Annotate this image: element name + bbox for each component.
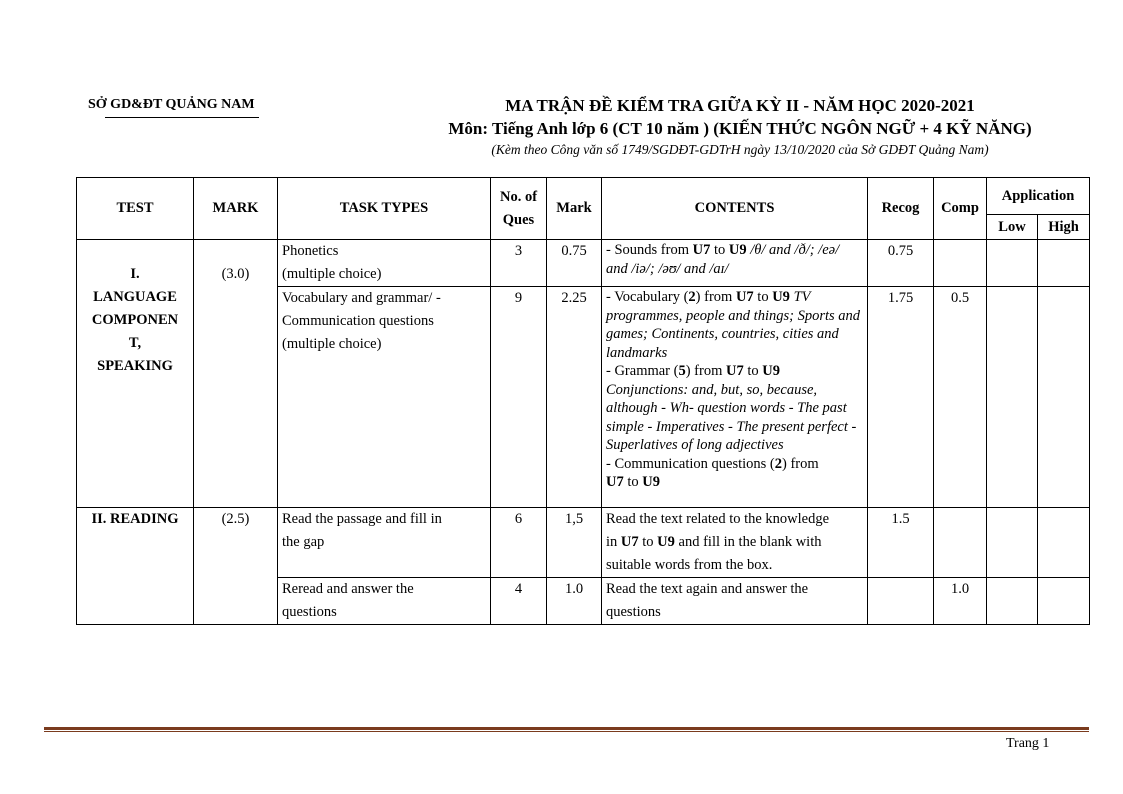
reading-fill-content-line3: suitable words from the box. [606,557,773,573]
section-1-mark: (3.0) [194,240,278,508]
recog-reading-answer [868,578,934,625]
task-reading-answer-line2: questions [282,604,337,620]
grammar-topics: Conjunctions: and, but, so, because, although - Wh- question words - The past simple - Imperatives - The present perfect - Superlatives of long adjectives [606,381,857,453]
section-2-test: II. READING [77,508,194,625]
contents-phonetics [602,240,868,287]
footer-rule-thick [44,727,1089,730]
communication-count: 2 [774,455,782,472]
reading-fill-to: to [638,534,658,550]
vocab-to: to [753,289,773,305]
comp-vocabulary: 0.5 [934,287,987,508]
header-low: Low [987,215,1038,240]
task-vocab-line1: Vocabulary and grammar/ - [282,290,441,306]
communication-from: ) from [782,455,819,472]
organization-underline [105,117,259,118]
contents-vocabulary [602,287,868,508]
grammar-u9: U9 [762,363,780,379]
ques-phonetics: 3 [491,240,547,287]
reading-answer-content-line2: questions [606,604,661,620]
section-1-line3: COMPONEN [91,312,179,328]
grammar-from: ) from [685,363,726,379]
comp-phonetics [934,240,987,287]
task-phonetics-line2: (multiple choice) [282,266,382,282]
contents-reading-answer [602,578,868,625]
task-phonetics [278,240,491,287]
header-recog: Recog [868,178,934,240]
header-application: Application [987,178,1090,215]
ques-vocabulary: 9 [491,287,547,508]
mark-vocabulary: 2.25 [547,287,602,508]
header-no-of-ques-line1: No. of [499,188,538,205]
recog-phonetics: 0.75 [868,240,934,287]
vocab-u7: U7 [735,289,754,305]
reading-answer-content-line1: Read the text again and answer the [606,581,809,597]
phonetics-u9: U9 [728,242,747,258]
section-1-test [77,240,194,508]
header-no-of-ques-line2: Ques [502,211,535,228]
header-test: TEST [77,178,194,240]
vocab-count: 2 [688,289,696,305]
phonetics-u7: U7 [692,242,711,258]
high-phonetics [1038,240,1090,287]
communication-u7: U7 [606,474,624,490]
footer-rule-thin [44,731,1089,732]
communication-to: to [623,474,643,490]
high-reading-answer [1038,578,1090,625]
phonetics-text-a: - Sounds from [606,242,693,258]
task-phonetics-line1: Phonetics [282,243,339,259]
task-vocab-line2: Communication questions [282,313,434,329]
mark-reading-fill: 1,5 [547,508,602,578]
exam-matrix-table [76,177,1090,625]
organization-name: SỞ GD&ĐT QUẢNG NAM [88,97,255,112]
task-reading-answer [278,578,491,625]
reading-fill-u7: U7 [620,534,639,550]
header-contents: CONTENTS [602,178,868,240]
vocab-prefix: - Vocabulary ( [606,289,689,305]
section-1-line5: SPEAKING [97,358,173,374]
vocab-topics: TV programmes, people and things; Sports and games; Continents, countries, cities and landmarks [606,289,861,361]
header-mark-2: Mark [547,178,602,240]
page-number: Trang 1 [1006,736,1050,751]
grammar-u7: U7 [725,363,744,379]
comp-reading-fill [934,508,987,578]
high-vocabulary [1038,287,1090,508]
grammar-to: to [743,363,763,379]
section-1-line1: I. [130,266,140,282]
task-vocab-line3: (multiple choice) [282,336,382,352]
mark-reading-answer: 1.0 [547,578,602,625]
task-reading-fill-line2: the gap [282,534,325,550]
communication-prefix: - Communication questions ( [606,455,775,472]
vocab-from: ) from [695,289,736,305]
low-phonetics [987,240,1038,287]
section-1-line2: LANGUAGE [93,289,177,305]
table-row-phonetics [77,240,1090,287]
header-high: High [1038,215,1090,240]
reading-fill-content-line1: Read the text related to the knowledge [606,511,830,527]
document-subtitle: Môn: Tiếng Anh lớp 6 (CT 10 năm ) (KIẾN THỨC NGÔN NGỮ + 4 KỸ NĂNG) [448,119,1032,138]
mark-phonetics: 0.75 [547,240,602,287]
section-2-mark: (2.5) [194,508,278,625]
vocab-u9: U9 [772,289,790,305]
task-reading-fill-line1: Read the passage and fill in [282,511,442,527]
header-task-types: TASK TYPES [278,178,491,240]
ques-reading-answer: 4 [491,578,547,625]
reading-fill-rest: and fill in the blank with [674,534,822,550]
grammar-count: 5 [678,363,686,379]
communication-u9: U9 [642,474,660,490]
section-1-line4: T, [128,335,142,351]
header-comp: Comp [934,178,987,240]
task-reading-fill [278,508,491,578]
table-row-reading-fill [77,508,1090,578]
task-reading-answer-line1: Reread and answer the [282,581,414,597]
phonetics-to: to [710,242,729,258]
low-vocabulary [987,287,1038,508]
high-reading-fill [1038,508,1090,578]
header-no-of-ques [491,178,547,240]
task-vocabulary [278,287,491,508]
ques-reading-fill: 6 [491,508,547,578]
contents-reading-fill [602,508,868,578]
document-title: MA TRẬN ĐỀ KIỂM TRA GIỮA KỲ II - NĂM HỌC 2020-2021 [505,96,975,115]
header-mark: MARK [194,178,278,240]
reading-fill-in: in [606,534,621,550]
document-note: (Kèm theo Công văn số 1749/SGDĐT-GDTrH ngày 13/10/2020 của Sở GDĐT Quảng Nam) [491,142,989,157]
low-reading-answer [987,578,1038,625]
phonetics-sounds: /θ/ and /ð/; /eə/ and /iə/; /əʊ/ and /aɪ/ [606,242,840,277]
low-reading-fill [987,508,1038,578]
reading-fill-u9: U9 [657,534,675,550]
recog-vocabulary: 1.75 [868,287,934,508]
header-row-1 [77,178,1090,215]
recog-reading-fill: 1.5 [868,508,934,578]
grammar-prefix: - Grammar ( [606,363,679,379]
comp-reading-answer: 1.0 [934,578,987,625]
